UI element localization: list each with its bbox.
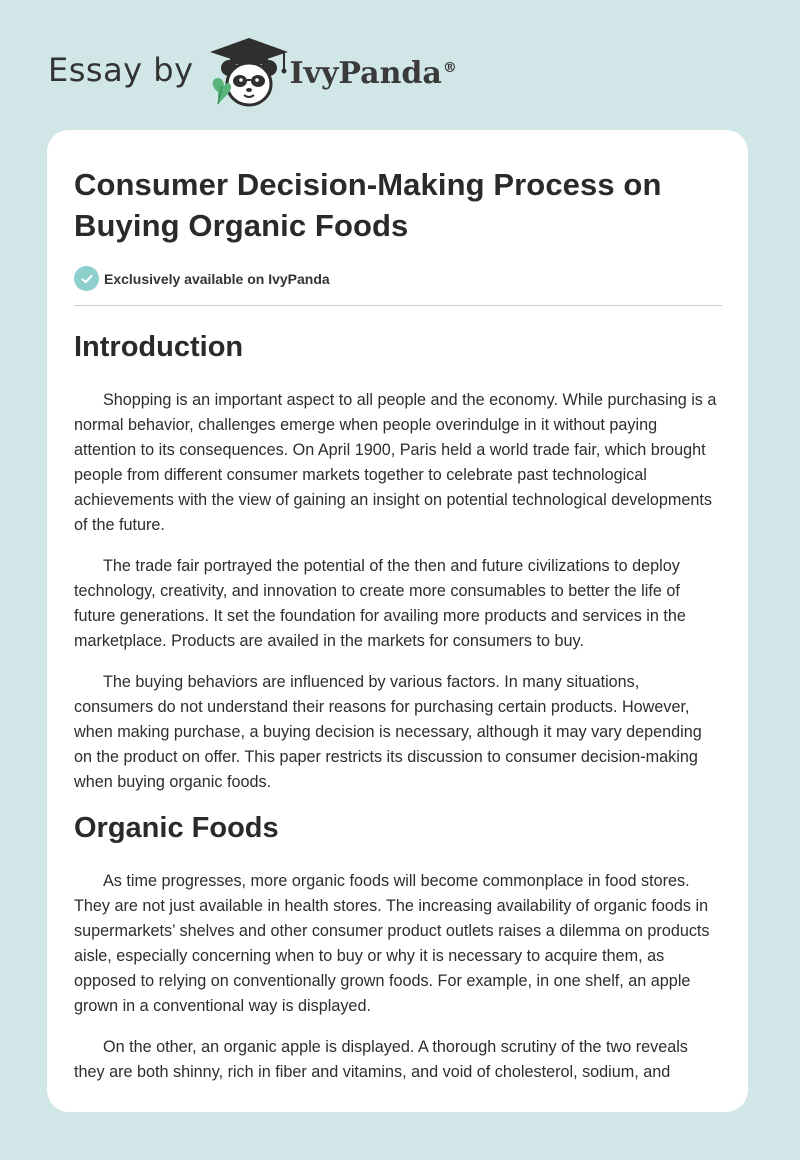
brand-name[interactable]: IvyPanda® [289,55,457,91]
check-circle-icon [74,266,99,291]
registered-mark: ® [442,59,457,76]
section-heading: Introduction [74,331,244,363]
paragraph: On the other, an organic apple is displayed. A thorough scrutiny of the two reveals they are both shinny, rich in fiber and vitamins, and void of cholesterol, sodium, and [74,1038,688,1081]
site-header [48,34,457,114]
panda-graduate-logo-icon[interactable] [204,34,294,110]
paragraph: The trade fair portrayed the potential of the then and future civilizations to deploy technology, creativity, and innovation to create more consumables to better the life of future generations. It set the foundation for availing more products and services in the marketplace. Products are availed in the markets for consumers to buy. [74,557,686,650]
section-introduction [74,330,722,795]
paragraph: As time progresses, more organic foods will become commonplace in food stores. They are not just available in health stores. The increasing availability of organic foods in supermarkets’ shelves and other consumer product outlets raises a dilemma on products aisle, especially concerning when to buy or why it is necessary to acquire them, as opposed to relying on conventionally grown foods. For example, in one shelf, an apple grown in a conventional way is displayed. [74,872,710,1015]
section-heading: Organic Foods [74,812,279,844]
exclusive-badge [74,266,722,291]
article-card [47,130,748,1112]
exclusive-label: Exclusively available on IvyPanda [104,270,330,287]
paragraph: Shopping is an important aspect to all people and the economy. While purchasing is a normal behavior, challenges emerge when people overindulge in it without paying attention to its consequences. On April 1900, Paris held a world trade fair, which brought people from different consumer markets together to celebrate past technological achievements with the view of gaining an insight on potential technological developments of the future. [74,391,717,534]
page-title: Consumer Decision-Making Process on Buying Organic Foods [74,167,662,243]
section-organic-foods [74,811,722,1085]
essay-by-label: Essay by [48,51,194,89]
divider [74,305,722,306]
paragraph: The buying behaviors are influenced by various factors. In many situations, consumers do not understand their reasons for purchasing certain products. However, when making purchase, a buying decision is necessary, although it may vary depending on the product on offer. This paper restricts its discussion to consumer decision-making when buying organic foods. [74,673,702,791]
